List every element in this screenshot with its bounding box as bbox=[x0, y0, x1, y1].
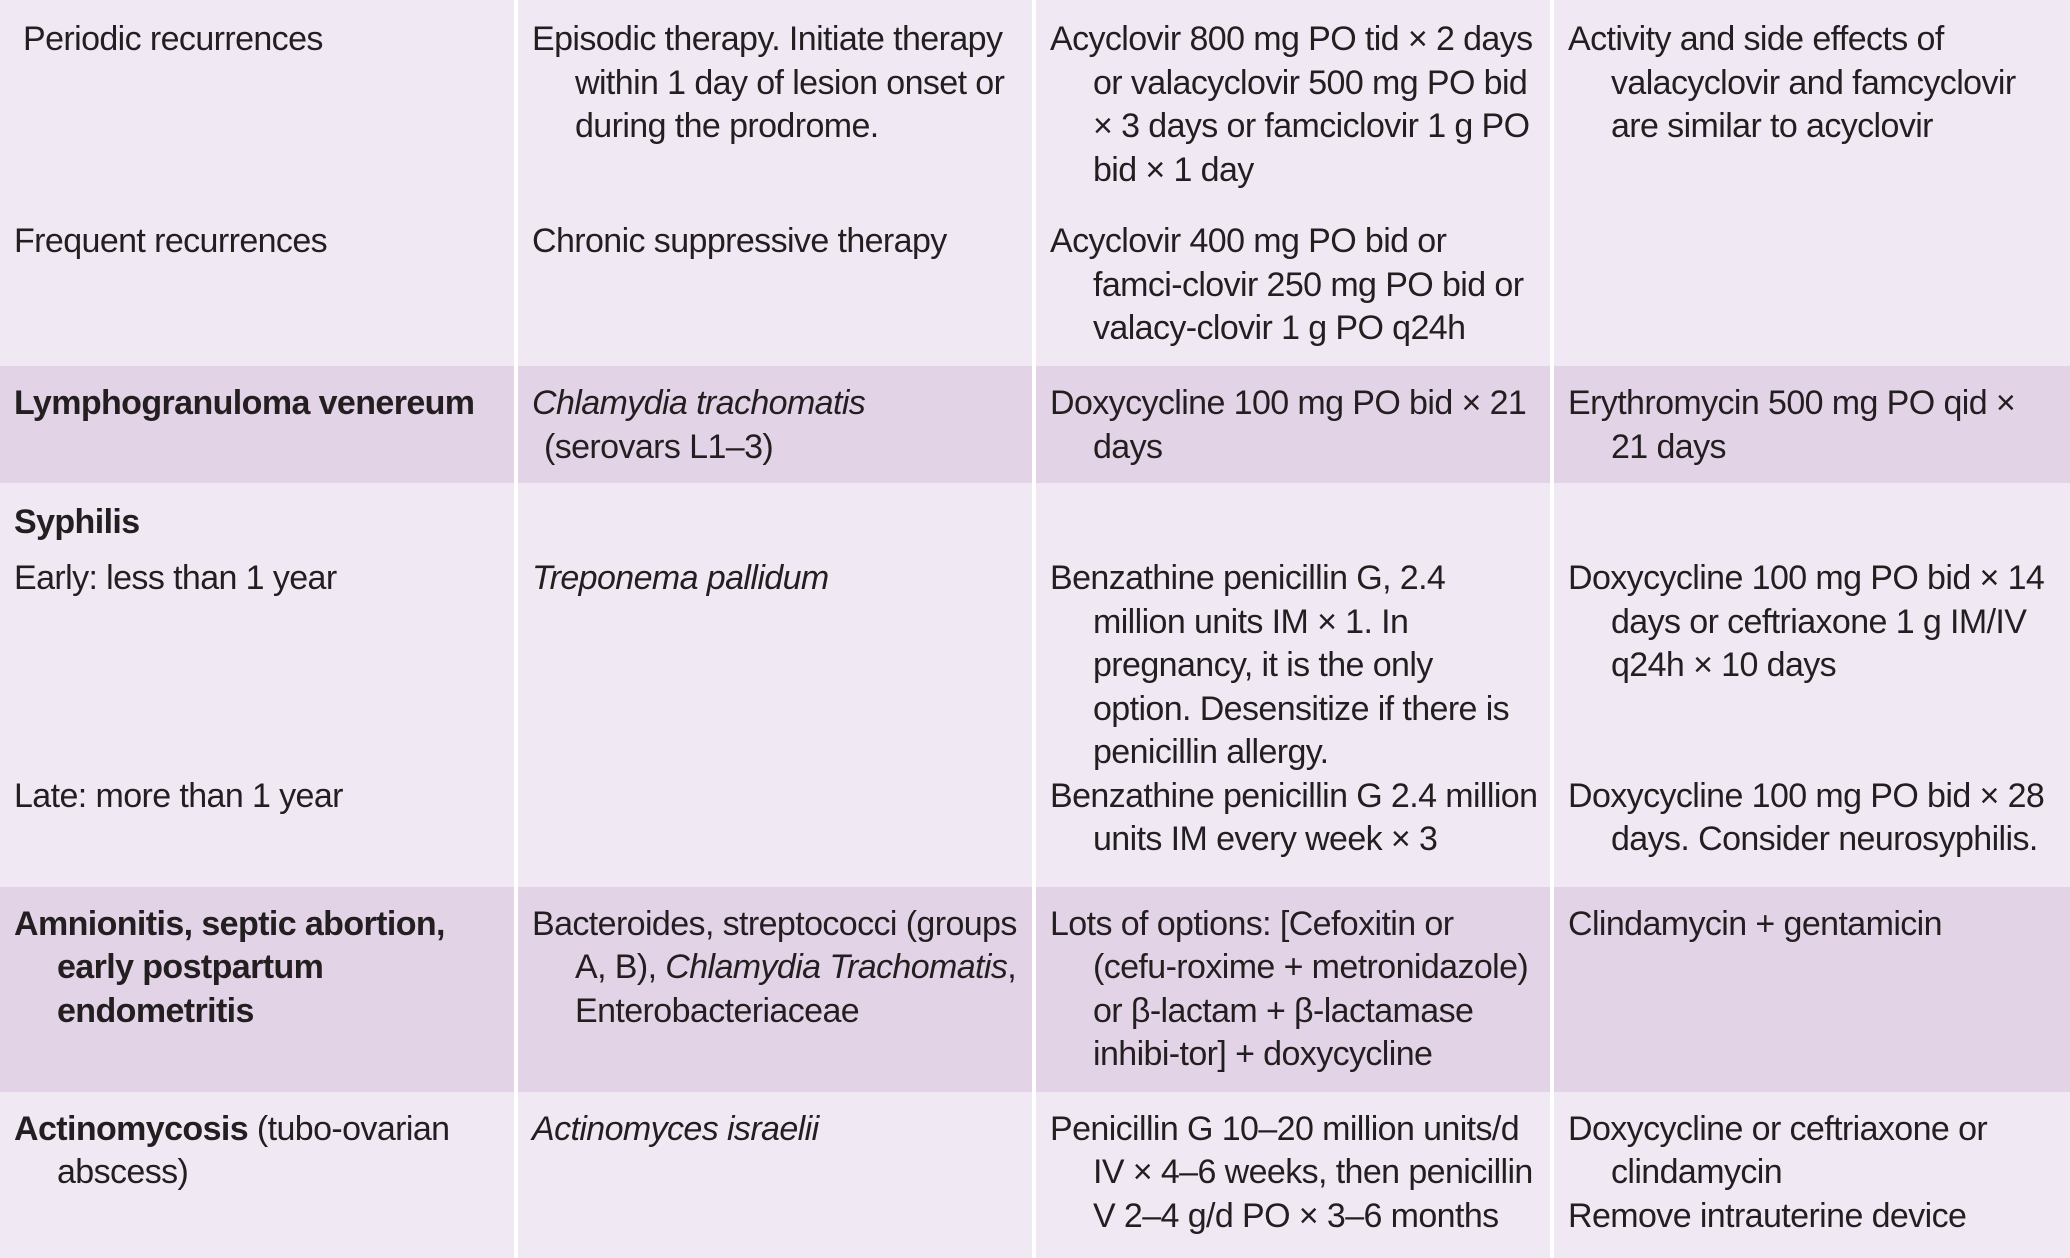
first-line-cell: Acyclovir 800 mg PO tid × 2 days or valacyclovir 500 mg PO bid × 3 days or famciclovir 1 g PO bid × 1 day bbox=[1036, 0, 1550, 220]
first-line-cell: Benzathine penicillin G, 2.4 million units IM × 1. In pregnancy, it is the only option. Desensitize if there is penicillin allergy. bbox=[1036, 557, 1550, 775]
table-row bbox=[0, 557, 2070, 775]
alternative-cell bbox=[1554, 483, 2070, 557]
alternative-cell: Doxycycline or ceftriaxone or clindamycin Remove intrauterine device bbox=[1554, 1092, 2070, 1258]
table-row bbox=[0, 775, 2070, 887]
table-row bbox=[0, 483, 2070, 557]
table-row bbox=[0, 0, 2070, 220]
condition-cell: Syphilis bbox=[0, 483, 514, 557]
table-row bbox=[0, 366, 2070, 483]
alternative-cell: Activity and side effects of valacyclovir and famcyclovir are similar to acyclovir bbox=[1554, 0, 2070, 220]
organism-cell: Actinomyces israelii bbox=[518, 1092, 1032, 1258]
organism-cell: Chronic suppressive therapy bbox=[518, 220, 1032, 366]
table-row bbox=[0, 1092, 2070, 1258]
organism-cell: Treponema pallidum bbox=[518, 557, 1032, 775]
organism-cell: Chlamydia trachomatis (serovars L1–3) bbox=[518, 366, 1032, 483]
organism-cell: Bacteroides, streptococci (groups A, B), Chlamydia Trachomatis, Enterobacteriaceae bbox=[518, 887, 1032, 1092]
condition-cell: Actinomycosis (tubo-ovarian abscess) bbox=[0, 1092, 514, 1258]
first-line-cell: Doxycycline 100 mg PO bid × 21 days bbox=[1036, 366, 1550, 483]
organism-cell bbox=[518, 483, 1032, 557]
first-line-cell: Penicillin G 10–20 million units/d IV × 4–6 weeks, then penicillin V 2–4 g/d PO × 3–6 months bbox=[1036, 1092, 1550, 1258]
table-row bbox=[0, 220, 2070, 366]
table-row bbox=[0, 887, 2070, 1092]
alternative-cell: Clindamycin + gentamicin bbox=[1554, 887, 2070, 1092]
condition-cell: Amnionitis, septic abortion, early postpartum endometritis bbox=[0, 887, 514, 1092]
condition-cell: Early: less than 1 year bbox=[0, 557, 514, 775]
condition-cell: Lymphogranuloma venereum bbox=[0, 366, 514, 483]
alternative-cell: Erythromycin 500 mg PO qid × 21 days bbox=[1554, 366, 2070, 483]
first-line-cell: Acyclovir 400 mg PO bid or famci-clovir 250 mg PO bid or valacy-clovir 1 g PO q24h bbox=[1036, 220, 1550, 366]
first-line-cell bbox=[1036, 483, 1550, 557]
condition-cell: Late: more than 1 year bbox=[0, 775, 514, 887]
organism-cell: Episodic therapy. Initiate therapy within 1 day of lesion onset or during the prodrome. bbox=[518, 0, 1032, 220]
condition-cell: Frequent recurrences bbox=[0, 220, 514, 366]
first-line-cell: Lots of options: [Cefoxitin or (cefu-roxime + metronidazole) or β-lactam + β-lactamase inhibi-tor] + doxycycline bbox=[1036, 887, 1550, 1092]
first-line-cell: Benzathine penicillin G 2.4 million units IM every week × 3 bbox=[1036, 775, 1550, 887]
alternative-cell bbox=[1554, 220, 2070, 366]
organism-cell bbox=[518, 775, 1032, 887]
condition-cell: Periodic recurrences bbox=[0, 0, 514, 220]
alternative-cell: Doxycycline 100 mg PO bid × 28 days. Consider neurosyphilis. bbox=[1554, 775, 2070, 887]
alternative-cell: Doxycycline 100 mg PO bid × 14 days or ceftriaxone 1 g IM/IV q24h × 10 days bbox=[1554, 557, 2070, 775]
